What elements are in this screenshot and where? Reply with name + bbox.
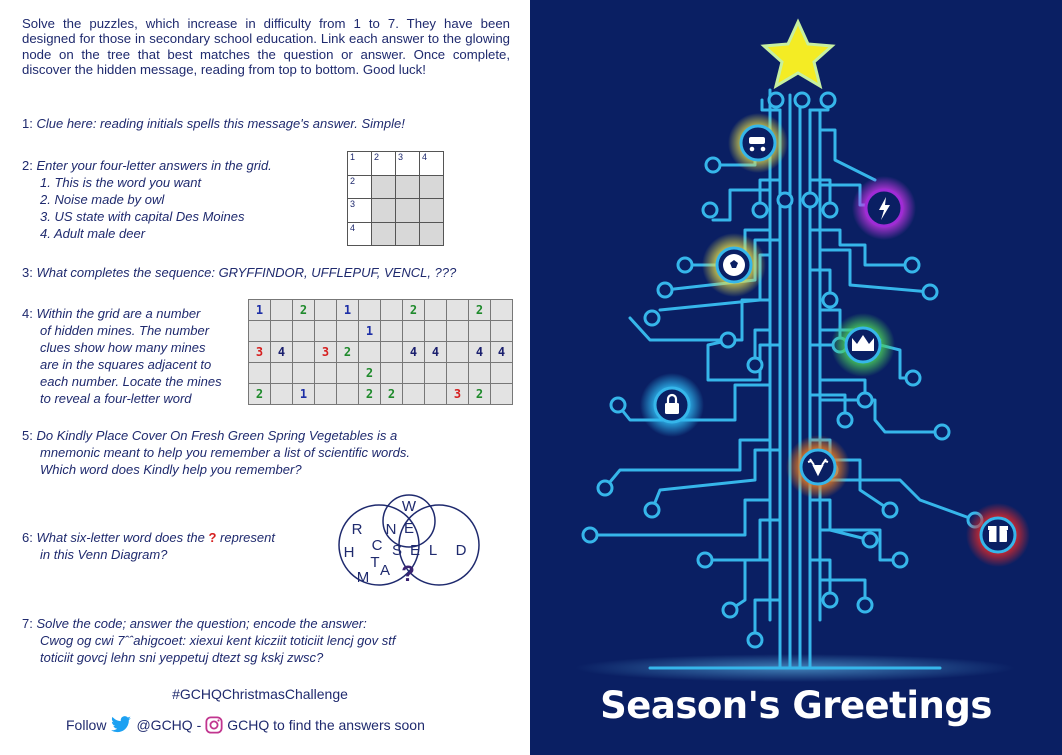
mine-cell[interactable] xyxy=(337,321,359,342)
mine-cell[interactable] xyxy=(491,384,513,405)
twitter-icon[interactable] xyxy=(110,716,132,734)
mine-cell[interactable] xyxy=(425,363,447,384)
question-text-line: clues show how many mines xyxy=(40,340,206,355)
puzzle-panel xyxy=(0,0,530,755)
mine-cell[interactable] xyxy=(403,321,425,342)
grid-cell[interactable]: 2 xyxy=(372,152,396,176)
mine-cell[interactable] xyxy=(469,321,491,342)
grid-cell[interactable]: 2 xyxy=(348,175,372,199)
venn-letter: E xyxy=(409,542,421,559)
mine-cell[interactable] xyxy=(447,342,469,363)
mine-cell[interactable] xyxy=(359,342,381,363)
mine-cell[interactable]: 4 xyxy=(403,342,425,363)
venn-letter: S xyxy=(391,542,403,559)
question-number: 3: xyxy=(22,265,33,280)
question-text: What six-letter word does the xyxy=(36,530,205,545)
venn-letter: L xyxy=(428,542,438,559)
minesweeper-grid xyxy=(248,299,513,405)
venn-letter: A xyxy=(379,562,391,579)
follow-prefix: Follow xyxy=(66,717,107,733)
node-gift[interactable] xyxy=(966,503,1030,567)
cipher-line-1: Cwog og cwi 7ˆˆahigcoet: xiexui kent kicziit toticiit lencj gov stf xyxy=(40,633,396,648)
venn-letter: R xyxy=(351,521,363,538)
mine-cell[interactable] xyxy=(425,321,447,342)
mine-cell[interactable] xyxy=(271,363,293,384)
venn-letter: M xyxy=(356,569,370,586)
question-text-line: in this Venn Diagram? xyxy=(40,547,168,562)
mine-cell[interactable]: 2 xyxy=(469,384,491,405)
question-4 xyxy=(22,305,222,407)
venn-letter: W xyxy=(401,498,417,515)
mine-cell[interactable] xyxy=(315,363,337,384)
question-number: 5: xyxy=(22,428,33,443)
mine-cell[interactable]: 2 xyxy=(359,384,381,405)
question-2 xyxy=(22,157,272,242)
grid-cell[interactable]: 4 xyxy=(348,222,372,246)
grid-cell xyxy=(372,175,396,199)
mine-cell[interactable] xyxy=(359,300,381,321)
mine-cell[interactable] xyxy=(315,300,337,321)
twitter-handle[interactable]: @GCHQ - xyxy=(136,717,202,733)
circuit-tree xyxy=(530,0,1062,755)
grid-cell xyxy=(420,175,444,199)
clue-1: 1. This is the word you want xyxy=(40,175,202,190)
grid-cell xyxy=(396,222,420,246)
question-text-line: mnemonic meant to help you remember a list of scientific words. xyxy=(40,445,410,460)
gift-icon xyxy=(988,526,1008,542)
mine-cell[interactable]: 2 xyxy=(403,300,425,321)
mine-cell[interactable] xyxy=(491,363,513,384)
venn-letter: H xyxy=(343,544,355,561)
star-icon xyxy=(764,22,832,86)
venn-letter: E xyxy=(403,520,415,537)
mine-cell[interactable] xyxy=(293,321,315,342)
mine-cell[interactable] xyxy=(403,363,425,384)
mine-cell[interactable] xyxy=(425,384,447,405)
venn-letter: T xyxy=(370,554,380,571)
question-text-line: are in the squares adjacent to xyxy=(40,357,212,372)
follow-line xyxy=(66,716,425,734)
mine-cell[interactable]: 2 xyxy=(381,384,403,405)
word-grid xyxy=(347,151,444,246)
mine-cell[interactable] xyxy=(293,342,315,363)
grid-cell xyxy=(372,199,396,223)
question-number: 2: xyxy=(22,158,33,173)
question-text-line: Do Kindly Place Cover On Fresh Green Spring Vegetables is a xyxy=(36,428,398,443)
mine-cell[interactable]: 2 xyxy=(469,300,491,321)
mine-cell[interactable] xyxy=(315,384,337,405)
question-text-line: of hidden mines. The number xyxy=(40,323,210,338)
clue-3: 3. US state with capital Des Moines xyxy=(40,209,245,224)
mine-cell[interactable]: 4 xyxy=(271,342,293,363)
mine-cell[interactable] xyxy=(315,321,337,342)
mine-cell[interactable]: 2 xyxy=(249,384,271,405)
mine-cell[interactable] xyxy=(337,384,359,405)
mine-cell[interactable] xyxy=(249,363,271,384)
node-padlock[interactable] xyxy=(640,373,704,437)
venn-letter: D xyxy=(455,542,467,559)
node-stag[interactable] xyxy=(786,435,850,499)
mine-cell[interactable] xyxy=(337,363,359,384)
mine-cell[interactable] xyxy=(271,384,293,405)
question-text-line: to reveal a four-letter word xyxy=(40,391,192,406)
question-5 xyxy=(22,427,410,478)
cipher-line-2: toticiit govcj lehn sni yeppetuj dtezt sg kskj zwsc? xyxy=(40,650,324,665)
venn-letter: N xyxy=(385,521,397,538)
mine-cell[interactable] xyxy=(491,321,513,342)
question-number: 1: xyxy=(22,116,33,131)
question-text-line: Which word does Kindly help you remember? xyxy=(40,462,302,477)
hashtag[interactable]: #GCHQChristmasChallenge xyxy=(172,686,348,702)
venn-letter: C xyxy=(371,537,383,554)
grid-cell[interactable]: 1 xyxy=(348,152,372,176)
mine-cell[interactable] xyxy=(293,363,315,384)
question-text: Enter your four-letter answers in the grid. xyxy=(36,158,272,173)
question-text: Clue here: reading initials spells this message's answer. Simple! xyxy=(36,116,405,131)
question-mark: ? xyxy=(208,530,217,545)
mine-cell[interactable] xyxy=(271,300,293,321)
tree-panel xyxy=(530,0,1062,755)
clue-4: 4. Adult male deer xyxy=(40,226,146,241)
node-lightning[interactable] xyxy=(852,176,916,240)
mine-cell[interactable] xyxy=(381,300,403,321)
grid-cell xyxy=(420,222,444,246)
mine-cell[interactable] xyxy=(403,384,425,405)
mine-cell[interactable]: 4 xyxy=(491,342,513,363)
grid-cell[interactable]: 3 xyxy=(348,199,372,223)
mine-cell[interactable]: 3 xyxy=(249,342,271,363)
node-football[interactable] xyxy=(702,233,766,297)
mine-cell[interactable] xyxy=(469,363,491,384)
question-text-line: each number. Locate the mines xyxy=(40,374,222,389)
question-3 xyxy=(22,264,456,281)
mine-cell[interactable] xyxy=(249,321,271,342)
venn-diagram xyxy=(335,493,485,589)
question-number: 6: xyxy=(22,530,33,545)
mine-cell[interactable] xyxy=(447,300,469,321)
node-pram[interactable] xyxy=(728,113,788,173)
question-6 xyxy=(22,529,275,563)
mine-cell[interactable]: 4 xyxy=(469,342,491,363)
grid-cell xyxy=(372,222,396,246)
mine-cell[interactable]: 1 xyxy=(249,300,271,321)
mine-cell[interactable] xyxy=(447,363,469,384)
question-number: 4: xyxy=(22,306,33,321)
mine-cell[interactable]: 2 xyxy=(293,300,315,321)
mine-cell[interactable] xyxy=(491,300,513,321)
grid-cell[interactable]: 4 xyxy=(420,152,444,176)
instagram-icon[interactable] xyxy=(205,716,223,734)
intro-text: Solve the puzzles, which increase in difficulty from 1 to 7. They have been designed for those in secondary school education. Link each answer to the glowing node on the tree that best matches the question or answer. Once complete, discover the hidden message, reading from top to bottom. Good luck! xyxy=(22,16,510,78)
question-1 xyxy=(22,115,405,132)
mine-cell[interactable] xyxy=(271,321,293,342)
mine-cell[interactable] xyxy=(447,321,469,342)
question-text: represent xyxy=(220,530,275,545)
node-crown[interactable] xyxy=(831,313,895,377)
mine-cell[interactable]: 1 xyxy=(359,321,381,342)
mine-cell[interactable]: 1 xyxy=(293,384,315,405)
mine-cell[interactable]: 2 xyxy=(337,342,359,363)
mine-cell[interactable] xyxy=(381,363,403,384)
grid-cell xyxy=(420,199,444,223)
clue-2: 2. Noise made by owl xyxy=(40,192,165,207)
venn-question-mark: ? xyxy=(401,561,415,586)
grid-cell[interactable]: 3 xyxy=(396,152,420,176)
mine-cell[interactable]: 3 xyxy=(447,384,469,405)
mine-cell[interactable] xyxy=(381,321,403,342)
greeting-title: Season's Greetings xyxy=(600,684,992,727)
question-number: 7: xyxy=(22,616,33,631)
grid-cell xyxy=(396,175,420,199)
question-text: Solve the code; answer the question; encode the answer: xyxy=(36,616,367,631)
mine-cell[interactable]: 2 xyxy=(359,363,381,384)
circuit-pads xyxy=(583,93,982,647)
grid-cell xyxy=(396,199,420,223)
question-text: What completes the sequence: GRYFFINDOR, UFFLEPUF, VENCL, ??? xyxy=(36,265,457,280)
question-text-line: Within the grid are a number xyxy=(36,306,201,321)
question-7 xyxy=(22,615,395,666)
mine-cell[interactable] xyxy=(381,342,403,363)
mine-cell[interactable]: 1 xyxy=(337,300,359,321)
mine-cell[interactable]: 3 xyxy=(315,342,337,363)
instagram-handle[interactable]: GCHQ to find the answers soon xyxy=(227,717,425,733)
mine-cell[interactable]: 4 xyxy=(425,342,447,363)
mine-cell[interactable] xyxy=(425,300,447,321)
